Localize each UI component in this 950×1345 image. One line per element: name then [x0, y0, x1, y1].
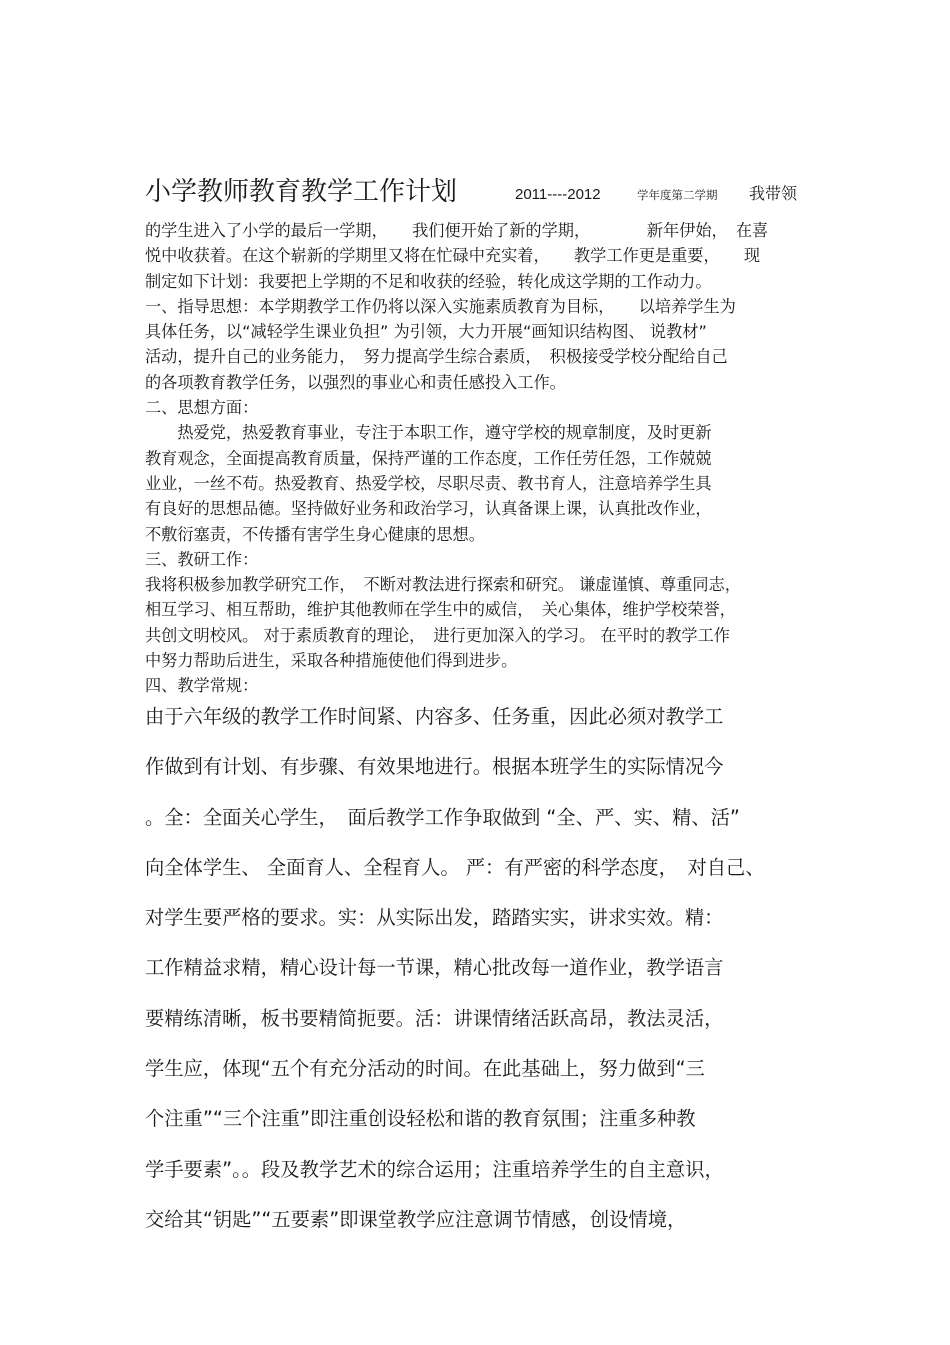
body-wide-section: [145, 700, 815, 1253]
text-line: 活动，提升自己的业务能力， 努力提高学生综合素质， 积极接受学校分配给自己: [145, 347, 728, 367]
text-line: 悦中收获着。在这个崭新的学期里又将在忙碌中充实着， 教学工作更是重要， 现: [145, 246, 761, 266]
body-dense-section: [145, 218, 815, 699]
text-line: 相互学习、相互帮助，维护其他教师在学生中的威信， 关心集体，维护学校荣誉，: [145, 600, 736, 620]
text-line: 工作精益求精，精心设计每一节课，精心批改每一道作业，教学语言: [145, 956, 724, 980]
section-heading-research: 三、教研工作：: [145, 549, 259, 569]
text-line: 制定如下计划：我要把上学期的不足和收获的经验，转化成这学期的工作动力。: [145, 271, 712, 291]
title-lead-text: 我带领: [749, 184, 798, 203]
text-line: 的学生进入了小学的最后一学期， 我们便开始了新的学期， 新年伊始， 在喜: [145, 221, 769, 240]
text-line: 学手要素”。。段及教学艺术的综合运用；注重培养学生的自主意识，: [145, 1157, 724, 1181]
section-heading-routine: 四、教学常规：: [145, 676, 259, 696]
text-line: 不敷衍塞责，不传播有害学生身心健康的思想。: [145, 524, 485, 544]
text-line: 向全体学生、 全面育人、全程育人。 严：有严密的科学态度， 对自己、: [145, 855, 765, 879]
text-line: 热爱党，热爱教育事业，专注于本职工作，遵守学校的规章制度，及时更新: [145, 423, 712, 443]
text-line: 由于六年级的教学工作时间紧、内容多、任务重，因此必须对教学工: [145, 705, 724, 728]
text-line: 。全：全面关心学生， 面后教学工作争取做到 “全、严、实、精、活”: [145, 805, 740, 829]
section-heading-thought: 二、思想方面：: [145, 398, 259, 418]
text-line: 个注重”“三个注重”即注重创设轻松和谐的教育氛围；注重多种教: [145, 1107, 696, 1131]
text-line: 教育观念，全面提高教育质量，保持严谨的工作态度，工作任劳任怨，工作兢兢: [145, 448, 712, 468]
text-line: 中努力帮助后进生，采取各种措施使他们得到进步。: [145, 651, 518, 671]
text-line: 的各项教育教学任务，以强烈的事业心和责任感投入工作。: [145, 372, 566, 392]
section-heading-guiding: 一、指导思想：本学期教学工作仍将以深入实施素质教育为目标， 以培养学生为: [145, 296, 736, 316]
text-line: 对学生要严格的要求。实：从实际出发，踏踏实实，讲求实效。精：: [145, 906, 724, 930]
text-line: 我将积极参加教学研究工作， 不断对教法进行探索和研究。 谦虚谨慎、尊重同志，: [145, 575, 741, 595]
text-line: 学生应，体现“五个有充分活动的时间。在此基础上，努力做到“三: [145, 1057, 705, 1081]
text-line: 具体任务，以“减轻学生课业负担” 为引领，大力开展“画知识结构图、 说教材”: [145, 322, 707, 342]
text-line: 业业，一丝不苟。热爱教育、热爱学校，尽职尽责、教书育人，注意培养学生具: [145, 473, 712, 493]
title-year: 2011----2012: [515, 186, 601, 203]
document-title: 小学教师教育教学工作计划: [145, 177, 458, 207]
title-line: [145, 175, 815, 215]
text-line: 有良好的思想品德。坚持做好业务和政治学习，认真备课上课，认真批改作业，: [145, 499, 712, 519]
title-term: 学年度第二学期: [637, 188, 718, 202]
text-line: 作做到有计划、有步骤、有效果地进行。根据本班学生的实际情况今: [145, 755, 724, 779]
text-line: 交给其“钥匙”“五要素”即课堂教学应注意调节情感，创设情境，: [145, 1207, 687, 1231]
text-line: 要精练清晰，板书要精简扼要。活：讲课情绪活跃高昂，教法灵活，: [145, 1006, 724, 1030]
text-line: 共创文明校风。 对于素质教育的理论， 进行更加深入的学习。 在平时的教学工作: [145, 625, 730, 645]
